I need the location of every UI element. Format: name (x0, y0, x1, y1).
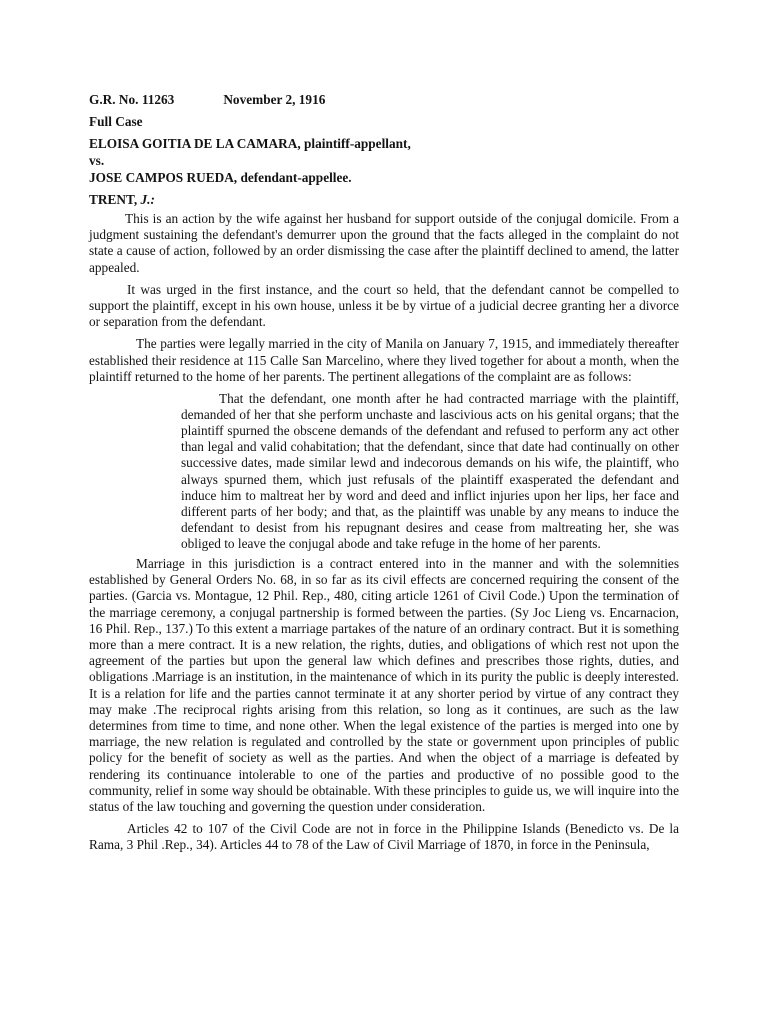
judge-name: TRENT, (89, 192, 138, 207)
plaintiff-line: ELOISA GOITIA DE LA CAMARA, plaintiff-appellant, (89, 136, 411, 151)
judge-suffix: J.: (140, 192, 155, 207)
judge-line (89, 191, 679, 208)
paragraph: It was urged in the first instance, and the court so held, that the defendant cannot be compelled to support the plaintiff, except in his own house, unless it be by virtue of a judicial decree granting her a divorce or separation from the defendant. (89, 281, 679, 330)
full-case-label: Full Case (89, 114, 143, 129)
case-number: G.R. No. 11263 (89, 92, 175, 107)
versus-line: vs. (89, 153, 105, 168)
complaint-allegations-quote: That the defendant, one month after he had contracted marriage with the plaintiff, demanded of her that she perform unchaste and lascivious acts on his genital organs; that the plaintiff spurned the obscene demands of the defendant and refused to perform any act other than legal and valid cohabitation; that the defendant, since that date had continually on other successive dates, made similar lewd and indecorous demands on his wife, the plaintiff, who always spurned them, which just refusals of the plaintiff exasperated the defendant and induce him to maltreat her by word and deed and inflict injuries upon her lips, her face and different parts of her body; and that, as the plaintiff was unable by any means to induce the defendant to desist from his repugnant desires and cease from maltreating her, she was obliged to leave the conjugal abode and take refuge in the home of her parents. (181, 391, 679, 551)
paragraph: This is an action by the wife against her husband for support outside of the conjugal domicile. From a judgment sustaining the defendant's demurrer upon the ground that the facts alleged in the complaint do not state a cause of action, followed by an order dismissing the case after the plaintiff declined to amend, the latter appealed. (89, 211, 679, 275)
defendant-line: JOSE CAMPOS RUEDA, defendant-appellee. (89, 170, 352, 185)
paragraph: The parties were legally married in the city of Manila on January 7, 1915, and immediately thereafter established their residence at 115 Calle San Marcelino, where they lived together for about a month, when the plaintiff returned to the home of her parents. The pertinent allegations of the complaint are as follows: (89, 336, 679, 384)
document-page (89, 91, 679, 860)
paragraph: Articles 42 to 107 of the Civil Code are not in force in the Philippine Islands (Benedicto vs. De la Rama, 3 Phil .Rep., 34). Articles 44 to 78 of the Law of Civil Marriage of 1870, in force in the Peninsula, (89, 821, 679, 853)
decision-date: November 2, 1916 (223, 92, 326, 107)
paragraph: Marriage in this jurisdiction is a contract entered into in the manner and with the solemnities established by General Orders No. 68, in so far as its civil effects are concerned requiring the consent of the parties. (Garcia vs. Montague, 12 Phil. Rep., 480, citing article 1261 of Civil Code.) Upon the termination of the marriage ceremony, a conjugal partnership is formed between the parties. (Sy Joc Lieng vs. Encarnacion, 16 Phil. Rep., 137.) To this extent a marriage partakes of the nature of an ordinary contract. But it is something more than a mere contract. It is a new relation, the rights, duties, and obligations of which rest not upon the agreement of the parties but upon the general law which defines and prescribes those rights, duties, and obligations .Marriage is an institution, in the maintenance of which in its purity the public is deeply interested. It is a relation for life and the parties cannot terminate it at any shorter period by virtue of any contract they may make .The reciprocal rights arising from this relation, so long as it continues, are such as the law determines from time to time, and none other. When the legal existence of the parties is merged into one by marriage, the new relation is regulated and controlled by the state or government upon principles of public policy for the benefit of society as well as the parties. And when the object of a marriage is defeated by rendering its continuance intolerable to one of the parties and productive of no possible good to the community, relief in some way should be obtainable. With these principles to guide us, we will inquire into the status of the law touching and governing the question under consideration. (89, 555, 679, 815)
case-citation-line (89, 91, 679, 108)
